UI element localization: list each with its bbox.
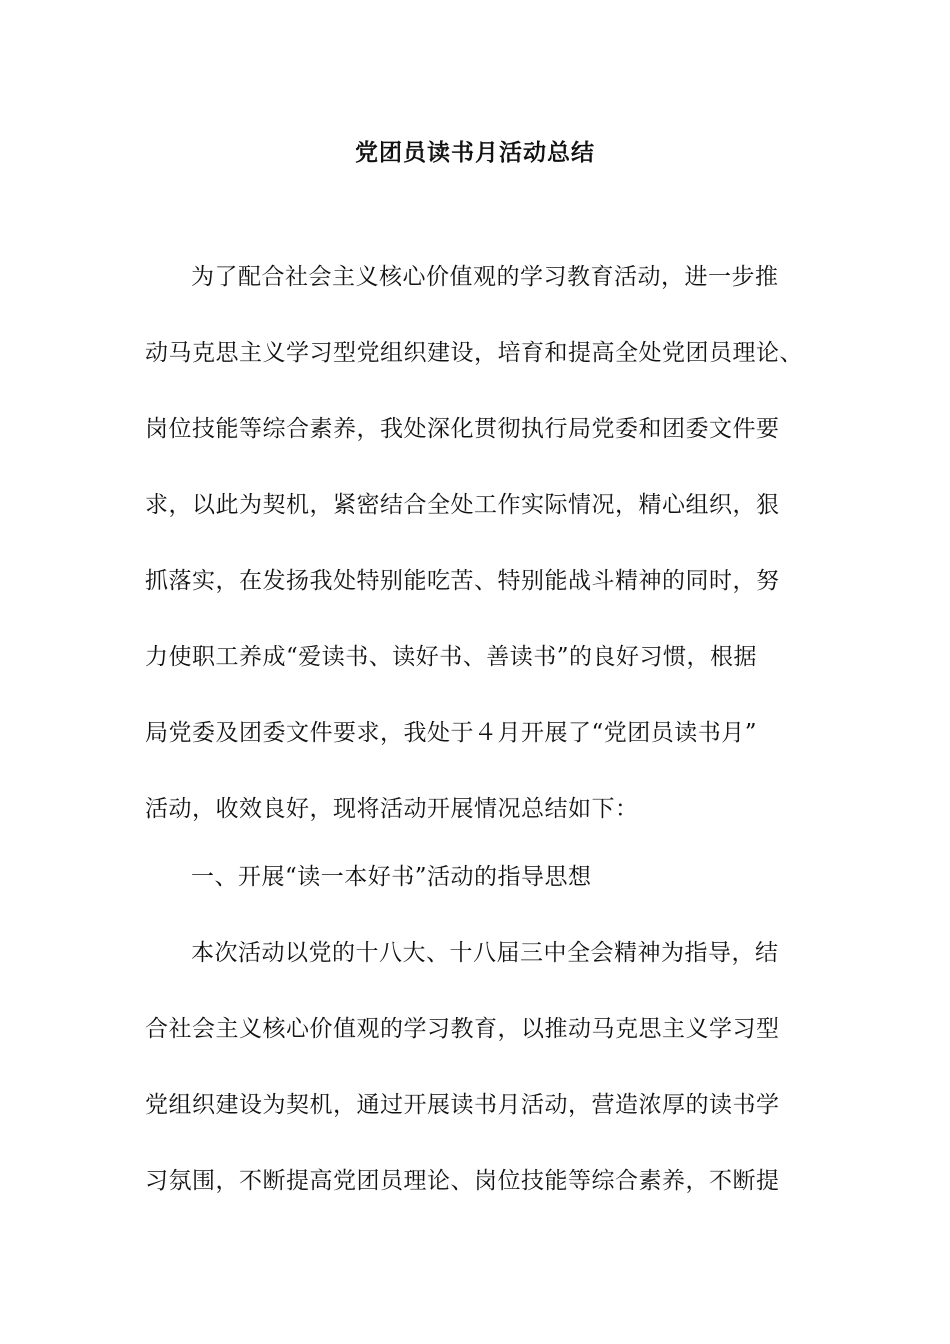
- body-line: 为了配合社会主义核心价值观的学习教育活动，进一步推: [191, 264, 779, 290]
- body-line: 局党委及团委文件要求，我处于４月开展了“党团员读书月”: [145, 720, 758, 746]
- body-line: 本次活动以党的十八大、十八届三中全会精神为指导，结: [191, 940, 779, 966]
- body-line: 岗位技能等综合素养，我处深化贯彻执行局党委和团委文件要: [145, 416, 780, 442]
- body-line: 习氛围，不断提高党团员理论、岗位技能等综合素养，不断提: [145, 1168, 780, 1194]
- body-line: 抓落实，在发扬我处特别能吃苦、特别能战斗精神的同时，努: [145, 568, 780, 594]
- body-line: 求，以此为契机，紧密结合全处工作实际情况，精心组织，狠: [145, 492, 780, 518]
- body-line: 党组织建设为契机，通过开展读书月活动，营造浓厚的读书学: [145, 1092, 780, 1118]
- body-line: 活动，收效良好，现将活动开展情况总结如下：: [145, 796, 639, 822]
- body-line: 力使职工养成“爱读书、读好书、善读书”的良好习惯，根据: [145, 644, 758, 670]
- document-title: 党团员读书月活动总结: [355, 139, 595, 166]
- section-heading: 一、开展“读一本好书”活动的指导思想: [191, 864, 592, 890]
- body-line: 动马克思主义学习型党组织建设，培育和提高全处党团员理论、: [145, 340, 803, 366]
- body-line: 合社会主义核心价值观的学习教育，以推动马克思主义学习型: [145, 1016, 780, 1042]
